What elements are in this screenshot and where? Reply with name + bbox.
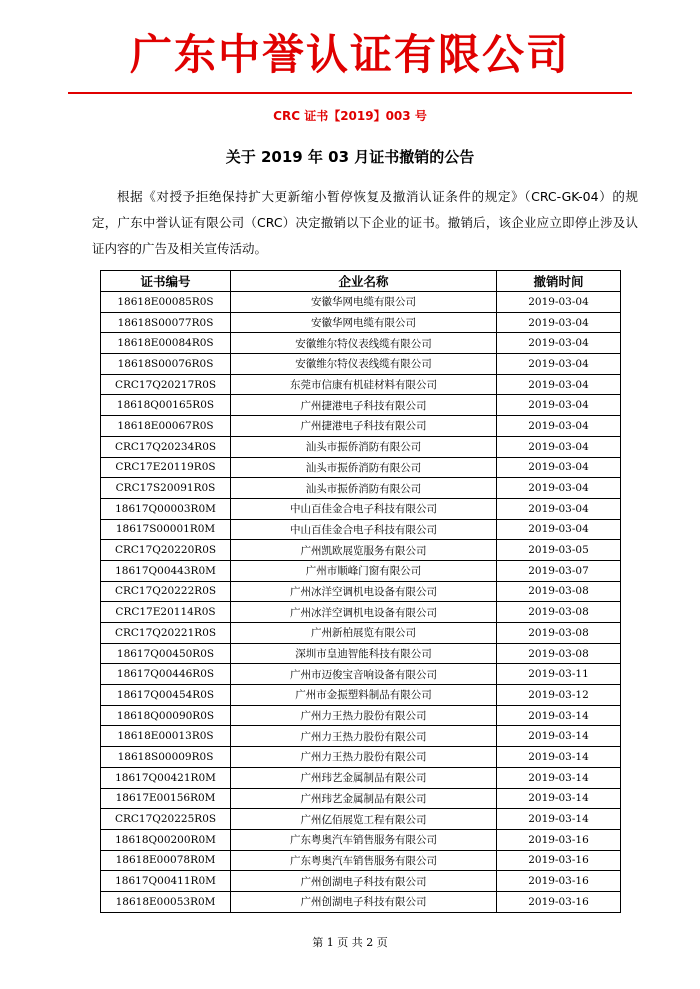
table-row bbox=[101, 850, 621, 871]
table-row bbox=[101, 871, 621, 892]
table-row bbox=[101, 664, 621, 685]
table-row bbox=[101, 788, 621, 809]
revocation-date-cell: 2019-03-05 bbox=[497, 540, 621, 561]
company-name-cell: 广州力王热力股份有限公司 bbox=[231, 705, 497, 726]
certificate-number-cell: CRC17Q20225R0S bbox=[101, 809, 231, 830]
revocation-date-cell: 2019-03-14 bbox=[497, 747, 621, 768]
company-name-cell: 中山百佳金合电子科技有限公司 bbox=[231, 519, 497, 540]
revocation-date-cell: 2019-03-14 bbox=[497, 705, 621, 726]
revocation-date-cell: 2019-03-14 bbox=[497, 809, 621, 830]
revocation-date-cell: 2019-03-11 bbox=[497, 664, 621, 685]
revocation-date-cell: 2019-03-04 bbox=[497, 395, 621, 416]
company-name-cell: 广州力王热力股份有限公司 bbox=[231, 726, 497, 747]
certificate-number-cell: CRC17Q20221R0S bbox=[101, 623, 231, 644]
company-name-cell: 广州力王热力股份有限公司 bbox=[231, 747, 497, 768]
table-row bbox=[101, 478, 621, 499]
certificate-number-cell: 18618E00067R0S bbox=[101, 416, 231, 437]
company-name-cell: 广州新柏展览有限公司 bbox=[231, 623, 497, 644]
revocation-date-cell: 2019-03-16 bbox=[497, 871, 621, 892]
header-divider bbox=[68, 92, 632, 94]
certificate-number-cell: 18618E00078R0M bbox=[101, 850, 231, 871]
table-row bbox=[101, 726, 621, 747]
certificate-number-cell: 18618E00085R0S bbox=[101, 292, 231, 313]
certificate-number-cell: 18618E00053R0M bbox=[101, 891, 231, 912]
revocation-date-cell: 2019-03-14 bbox=[497, 767, 621, 788]
table-row bbox=[101, 416, 621, 437]
certificate-number-cell: CRC17E20114R0S bbox=[101, 602, 231, 623]
company-name-cell: 广州玮艺金属制品有限公司 bbox=[231, 788, 497, 809]
company-name-cell: 广州捷港电子科技有限公司 bbox=[231, 416, 497, 437]
certificate-number-cell: 18618Q00200R0M bbox=[101, 829, 231, 850]
table-row bbox=[101, 685, 621, 706]
company-name-cell: 广州市金振塑料制品有限公司 bbox=[231, 685, 497, 706]
company-name-cell: 广州冰洋空调机电设备有限公司 bbox=[231, 581, 497, 602]
revocation-date-cell: 2019-03-04 bbox=[497, 478, 621, 499]
company-name-cell: 广州市迈俊宝音响设备有限公司 bbox=[231, 664, 497, 685]
table-row bbox=[101, 519, 621, 540]
certificate-number-cell: 18617Q00450R0S bbox=[101, 643, 231, 664]
table-row bbox=[101, 891, 621, 912]
revocation-date-cell: 2019-03-08 bbox=[497, 623, 621, 644]
table-row bbox=[101, 457, 621, 478]
revocation-date-cell: 2019-03-04 bbox=[497, 374, 621, 395]
company-name-cell: 安徽华网电缆有限公司 bbox=[231, 292, 497, 313]
revocation-date-cell: 2019-03-16 bbox=[497, 850, 621, 871]
header-certificate-number: 证书编号 bbox=[101, 271, 231, 292]
certificate-number-cell: CRC17Q20234R0S bbox=[101, 436, 231, 457]
certificate-number-cell: 18618S00077R0S bbox=[101, 312, 231, 333]
certificate-number-cell: 18618S00009R0S bbox=[101, 747, 231, 768]
revocation-date-cell: 2019-03-04 bbox=[497, 436, 621, 457]
table-row bbox=[101, 312, 621, 333]
certificate-number-cell: CRC17E20119R0S bbox=[101, 457, 231, 478]
table-row bbox=[101, 602, 621, 623]
revocation-date-cell: 2019-03-14 bbox=[497, 726, 621, 747]
company-title: 广东中誉认证有限公司 bbox=[129, 30, 570, 79]
certificate-number-cell: 18617S00001R0M bbox=[101, 519, 231, 540]
certificate-number-cell: 18618S00076R0S bbox=[101, 354, 231, 375]
revocation-date-cell: 2019-03-07 bbox=[497, 560, 621, 581]
table-row bbox=[101, 498, 621, 519]
table-row bbox=[101, 767, 621, 788]
certificate-number-cell: CRC17Q20222R0S bbox=[101, 581, 231, 602]
revocation-date-cell: 2019-03-16 bbox=[497, 829, 621, 850]
revocation-date-cell: 2019-03-04 bbox=[497, 519, 621, 540]
header-revocation-date: 撤销时间 bbox=[497, 271, 621, 292]
table-row bbox=[101, 333, 621, 354]
table-row bbox=[101, 809, 621, 830]
certificate-number-cell: 18617Q00454R0S bbox=[101, 685, 231, 706]
company-name-cell: 汕头市振侨消防有限公司 bbox=[231, 478, 497, 499]
company-name-cell: 广州凯欧展览服务有限公司 bbox=[231, 540, 497, 561]
company-name-cell: 广东粤奥汽车销售服务有限公司 bbox=[231, 829, 497, 850]
certificate-number-cell: 18618Q00165R0S bbox=[101, 395, 231, 416]
certificate-number-cell: 18617E00156R0M bbox=[101, 788, 231, 809]
table-row bbox=[101, 581, 621, 602]
company-name-cell: 安徽维尔特仪表线缆有限公司 bbox=[231, 354, 497, 375]
document-number: CRC 证书【2019】003 号 bbox=[273, 109, 427, 123]
company-name-cell: 安徽维尔特仪表线缆有限公司 bbox=[231, 333, 497, 354]
company-name-cell: 广州玮艺金属制品有限公司 bbox=[231, 767, 497, 788]
company-name-cell: 广州冰洋空调机电设备有限公司 bbox=[231, 602, 497, 623]
table-row bbox=[101, 540, 621, 561]
revocation-date-cell: 2019-03-08 bbox=[497, 602, 621, 623]
revocation-date-cell: 2019-03-04 bbox=[497, 457, 621, 478]
certificate-number-cell: 18617Q00421R0M bbox=[101, 767, 231, 788]
certificate-number-cell: 18617Q00443R0M bbox=[101, 560, 231, 581]
company-name-cell: 深圳市皇迪智能科技有限公司 bbox=[231, 643, 497, 664]
table-row bbox=[101, 292, 621, 313]
company-name-cell: 广州市顺峰门窗有限公司 bbox=[231, 560, 497, 581]
certificate-number-cell: 18617Q00003R0M bbox=[101, 498, 231, 519]
company-name-cell: 广州创湖电子科技有限公司 bbox=[231, 871, 497, 892]
table-header-row bbox=[101, 271, 621, 292]
company-name-cell: 汕头市振侨消防有限公司 bbox=[231, 457, 497, 478]
certificate-number-cell: CRC17Q20217R0S bbox=[101, 374, 231, 395]
table-row bbox=[101, 747, 621, 768]
certificate-number-cell: 18618Q00090R0S bbox=[101, 705, 231, 726]
table-row bbox=[101, 560, 621, 581]
certificate-number-cell: 18617Q00411R0M bbox=[101, 871, 231, 892]
table-row bbox=[101, 354, 621, 375]
certificate-number-cell: 18617Q00446R0S bbox=[101, 664, 231, 685]
table-row bbox=[101, 829, 621, 850]
table-row bbox=[101, 374, 621, 395]
revoked-certificates-table bbox=[100, 270, 621, 913]
company-name-cell: 东莞市信康有机硅材料有限公司 bbox=[231, 374, 497, 395]
table-row bbox=[101, 705, 621, 726]
certificate-number-cell: 18618E00084R0S bbox=[101, 333, 231, 354]
revocation-date-cell: 2019-03-04 bbox=[497, 333, 621, 354]
revocation-date-cell: 2019-03-14 bbox=[497, 788, 621, 809]
certificate-number-cell: CRC17Q20220R0S bbox=[101, 540, 231, 561]
company-name-cell: 广州创湖电子科技有限公司 bbox=[231, 891, 497, 912]
revocation-date-cell: 2019-03-04 bbox=[497, 312, 621, 333]
company-name-cell: 广州亿佰展览工程有限公司 bbox=[231, 809, 497, 830]
revocation-date-cell: 2019-03-04 bbox=[497, 416, 621, 437]
table-row bbox=[101, 395, 621, 416]
revocation-date-cell: 2019-03-08 bbox=[497, 643, 621, 664]
company-name-cell: 汕头市振侨消防有限公司 bbox=[231, 436, 497, 457]
company-name-cell: 安徽华网电缆有限公司 bbox=[231, 312, 497, 333]
revocation-date-cell: 2019-03-08 bbox=[497, 581, 621, 602]
header-company-name: 企业名称 bbox=[231, 271, 497, 292]
notice-body: 根据《对授予拒绝保持扩大更新缩小暂停恢复及撤消认证条件的规定》（CRC-GK-04）的规定，广东中誉认证有限公司（CRC）决定撤销以下企业的证书。撤销后，该企业应立即停止涉及认证内容的广告及相关宣传活动。 bbox=[92, 189, 638, 256]
page-number: 第 1 页 共 2 页 bbox=[312, 936, 388, 949]
company-name-cell: 广州捷港电子科技有限公司 bbox=[231, 395, 497, 416]
notice-title: 关于 2019 年 03 月证书撤销的公告 bbox=[225, 148, 475, 166]
revocation-date-cell: 2019-03-04 bbox=[497, 498, 621, 519]
company-name-cell: 广东粤奥汽车销售服务有限公司 bbox=[231, 850, 497, 871]
certificate-number-cell: 18618E00013R0S bbox=[101, 726, 231, 747]
revocation-date-cell: 2019-03-04 bbox=[497, 354, 621, 375]
table-row bbox=[101, 623, 621, 644]
revocation-date-cell: 2019-03-16 bbox=[497, 891, 621, 912]
table-body bbox=[101, 292, 621, 913]
company-name-cell: 中山百佳金合电子科技有限公司 bbox=[231, 498, 497, 519]
revocation-date-cell: 2019-03-04 bbox=[497, 292, 621, 313]
certificate-number-cell: CRC17S20091R0S bbox=[101, 478, 231, 499]
revocation-date-cell: 2019-03-12 bbox=[497, 685, 621, 706]
table-row bbox=[101, 643, 621, 664]
table-row bbox=[101, 436, 621, 457]
